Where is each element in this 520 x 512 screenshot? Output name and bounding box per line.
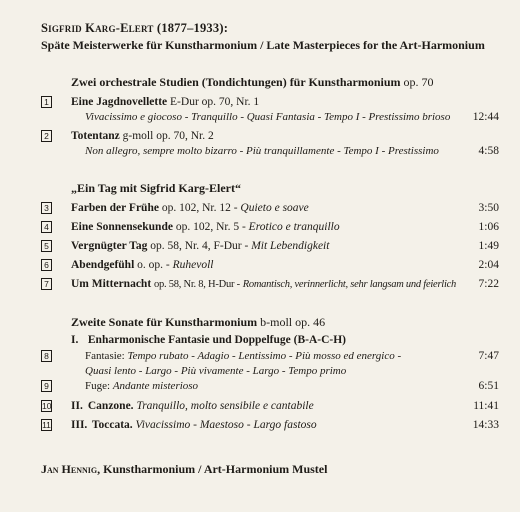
track-tempo: Erotico e tranquillo xyxy=(248,221,340,233)
movement-label: I. xyxy=(71,334,79,346)
track-number: 8 xyxy=(41,350,52,362)
track-title: Canzone. xyxy=(87,400,134,412)
track-duration: 7:22 xyxy=(478,278,499,290)
track-tempo: Tempo rubato - Adagio - Lentissimo - Più mosso ed energico - xyxy=(127,350,402,362)
track-row-4 xyxy=(0,220,520,236)
track-number: 1 xyxy=(41,96,52,108)
track-duration: 14:33 xyxy=(472,419,499,431)
track-tempo: Quieto e soave xyxy=(240,202,309,214)
track-title: Vergnügter Tag xyxy=(71,240,148,252)
track-tempo: Mit Lebendigkeit xyxy=(251,240,330,252)
performer-role: , Kunstharmonium / Art-Harmonium Mustel xyxy=(97,462,328,476)
track-row-8 xyxy=(0,349,520,365)
track-duration: 12:44 xyxy=(472,111,499,123)
track-tempo: Andante misterioso xyxy=(112,380,199,392)
track-row-3 xyxy=(0,201,520,217)
track-title: Eine Jagdnovellette xyxy=(71,96,168,108)
track-label: Fantasie: xyxy=(85,350,125,362)
movement-label: II. xyxy=(71,400,83,412)
track-duration: 4:58 xyxy=(478,145,499,157)
track-tempo-row-1 xyxy=(0,110,520,126)
track-info: E-Dur op. 70, Nr. 1 xyxy=(170,96,260,108)
movement-title: Enharmonische Fantasie und Doppelfuge (B-A-C-H) xyxy=(87,334,347,346)
track-tempo: Tranquillo, molto sensibile e cantabile xyxy=(136,400,314,412)
track-title: Totentanz xyxy=(71,130,120,142)
movement-row-1 xyxy=(0,333,520,349)
track-tempo-row-8 xyxy=(0,364,520,380)
track-duration: 6:51 xyxy=(478,380,499,392)
track-tempo: Romantisch, verinnerlicht, sehr langsam und feierlich xyxy=(242,279,457,290)
track-row-10 xyxy=(0,399,520,415)
track-number: 3 xyxy=(41,202,52,214)
track-info: o. op. - xyxy=(137,259,170,271)
track-duration: 11:41 xyxy=(473,400,499,412)
track-number: 5 xyxy=(41,240,52,252)
track-info: op. 102, Nr. 12 - xyxy=(161,202,238,214)
performer-name: Jan Hennig xyxy=(41,462,98,476)
track-number: 2 xyxy=(41,130,52,142)
track-tempo: Non allegro, sempre molto bizarro - Più tranquillamente - Tempo I - Prestissimo xyxy=(85,145,439,157)
track-row-1 xyxy=(0,95,520,111)
track-info: op. 58, Nr. 8, H-Dur - xyxy=(154,279,240,290)
track-info: op. 58, Nr. 4, F-Dur - xyxy=(150,240,249,252)
track-tempo: Ruhevoll xyxy=(172,259,214,271)
album-subtitle: Späte Meisterwerke für Kunstharmonium / Late Masterpieces for the Art-Harmonium xyxy=(41,38,485,52)
track-title: Farben der Frühe xyxy=(71,202,159,214)
movement-label: III. xyxy=(71,419,88,431)
performer-credit xyxy=(41,462,327,477)
track-number: 9 xyxy=(41,380,52,392)
track-title: Um Mitternacht xyxy=(71,278,152,290)
track-title: Toccata. xyxy=(91,419,133,431)
track-duration: 3:50 xyxy=(478,202,499,214)
track-row-5 xyxy=(0,239,520,255)
track-duration: 2:04 xyxy=(478,259,499,271)
track-number: 6 xyxy=(41,259,52,271)
track-title: Eine Sonnensekunde xyxy=(71,221,173,233)
track-row-11 xyxy=(0,418,520,434)
track-number: 10 xyxy=(42,401,52,411)
track-tempo-continued: Quasi lento - Largo - Più vivamente - Largo - Tempo primo xyxy=(85,365,347,377)
track-number: 11 xyxy=(42,420,51,430)
track-row-7 xyxy=(0,277,520,293)
track-tempo: Vivacissimo e giocoso - Tranquillo - Quasi Fantasia - Tempo I - Prestissimo brioso xyxy=(85,111,451,123)
track-label: Fuge: xyxy=(85,380,111,392)
track-duration: 1:06 xyxy=(478,221,499,233)
section-title-ein-tag: „Ein Tag mit Sigfrid Karg-Elert“ xyxy=(71,181,242,195)
track-row-9 xyxy=(0,379,520,395)
track-tempo: Vivacissimo - Maestoso - Largo fastoso xyxy=(135,419,317,431)
section-title-orchestral-studies: Zwei orchestrale Studien (Tondichtungen) für Kunstharmonium op. 70 xyxy=(71,75,434,89)
track-info: op. 102, Nr. 5 - xyxy=(175,221,246,233)
track-row-6 xyxy=(0,258,520,274)
track-tempo-row-2 xyxy=(0,144,520,160)
track-number: 7 xyxy=(41,278,52,290)
track-title: Abendgefühl xyxy=(71,259,135,271)
track-number: 4 xyxy=(41,221,52,233)
track-duration: 7:47 xyxy=(478,350,499,362)
section-title-sonata: Zweite Sonate für Kunstharmonium b-moll op. 46 xyxy=(71,315,326,329)
composer-heading: Sigfrid Karg-Elert (1877–1933): xyxy=(41,21,229,35)
track-row-2 xyxy=(0,129,520,145)
track-info: g-moll op. 70, Nr. 2 xyxy=(122,130,214,142)
track-duration: 1:49 xyxy=(478,240,499,252)
